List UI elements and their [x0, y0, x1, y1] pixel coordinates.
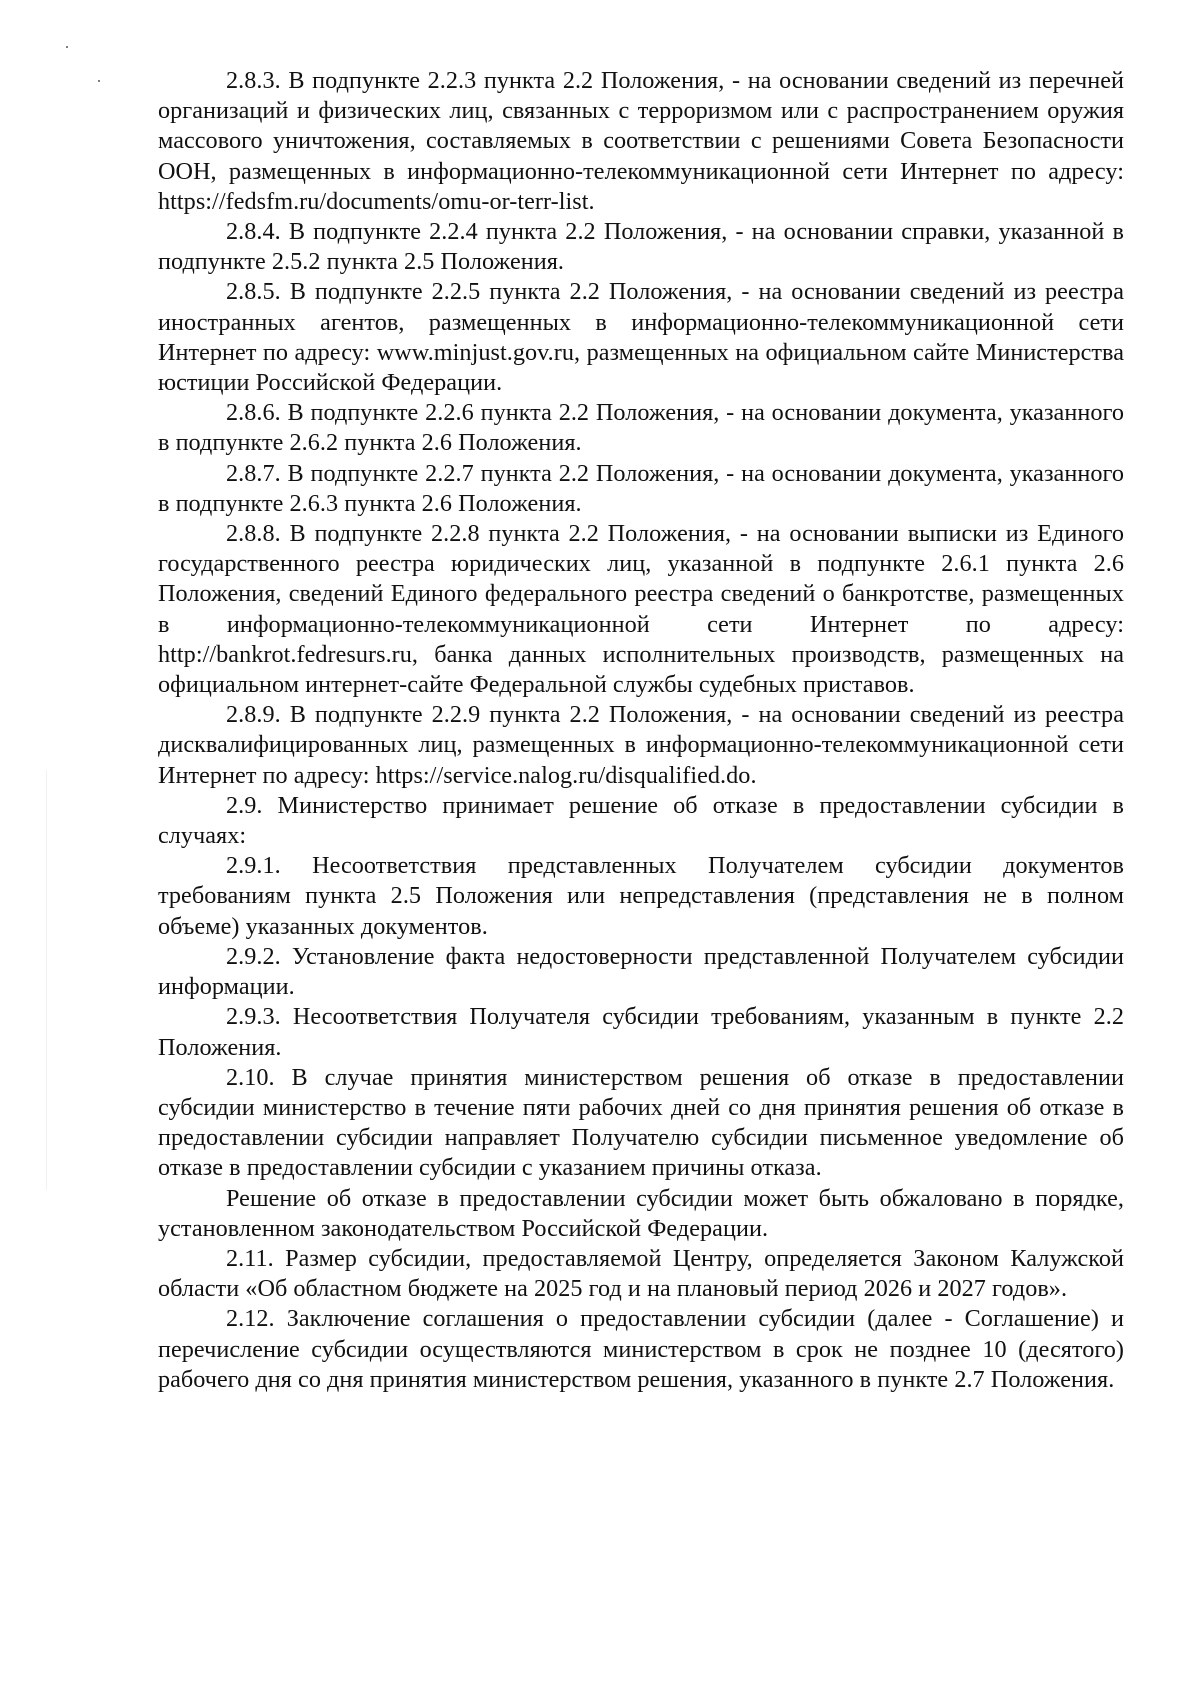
document-body — [158, 66, 1124, 1395]
paragraph-2-8-5: 2.8.5. В подпункте 2.2.5 пункта 2.2 Положения, - на основании сведений из реестра иностранных агентов, размещенных в информационно-телекоммуникационной сети Интернет по адресу: www.minjust.gov.ru, размещенных на официальном сайте Министерства юстиции Российской Федерации. — [158, 278, 1124, 397]
paragraph-2-8-9: 2.8.9. В подпункте 2.2.9 пункта 2.2 Положения, - на основании сведений из реестра дисквалифицированных лиц, размещенных в информационно-телекоммуникационной сети Интернет по адресу: https://service.nalog.ru/disqualified.do. — [158, 701, 1124, 789]
scan-edge-line — [46, 770, 47, 1190]
paragraph-2-8-7: 2.8.7. В подпункте 2.2.7 пункта 2.2 Положения, - на основании документа, указанного в подпункте 2.6.3 пункта 2.6 Положения. — [158, 459, 1124, 517]
paragraph-2-12: 2.12. Заключение соглашения о предоставлении субсидии (далее - Соглашение) и перечисление субсидии осуществляются министерством в срок не позднее 10 (десятого) рабочего дня со дня принятия министерством решения, указанного в пункте 2.7 Положения. — [158, 1305, 1124, 1393]
paragraph-2-9-1: 2.9.1. Несоответствия представленных Получателем субсидии документов требованиям пункта 2.5 Положения или непредставления (представления не в полном объеме) указанных документов. — [158, 852, 1124, 940]
paragraph-2-8-4: 2.8.4. В подпункте 2.2.4 пункта 2.2 Положения, - на основании справки, указанной в подпункте 2.5.2 пункта 2.5 Положения. — [158, 218, 1124, 276]
scan-speck — [66, 46, 68, 48]
paragraph-2-9-3: 2.9.3. Несоответствия Получателя субсидии требованиям, указанным в пункте 2.2 Положения. — [158, 1003, 1124, 1061]
paragraph-2-8-3: 2.8.3. В подпункте 2.2.3 пункта 2.2 Положения, - на основании сведений из перечней организаций и физических лиц, связанных с терроризмом или с распространением оружия массового уничтожения, составляемых в соответствии с решениями Совета Безопасности ООН, размещенных в информационно-телекоммуникационной сети Интернет по адресу: https://fedsfm.ru/documents/omu-or-terr-list. — [158, 67, 1124, 215]
paragraph-2-9-2: 2.9.2. Установление факта недостоверности представленной Получателем субсидии информации. — [158, 942, 1124, 1001]
scan-speck — [98, 80, 100, 82]
paragraph-2-10: 2.10. В случае принятия министерством решения об отказе в предоставлении субсидии министерство в течение пяти рабочих дней со дня принятия решения об отказе в предоставлении субсидии направляет Получателю субсидии письменное уведомление об отказе в предоставлении субсидии с указанием причины отказа. — [158, 1063, 1124, 1182]
paragraph-2-8-6: 2.8.6. В подпункте 2.2.6 пункта 2.2 Положения, - на основании документа, указанного в подпункте 2.6.2 пункта 2.6 Положения. — [158, 399, 1124, 457]
paragraph-2-9: 2.9. Министерство принимает решение об отказе в предоставлении субсидии в случаях: — [158, 791, 1124, 850]
paragraph-2-8-8: 2.8.8. В подпункте 2.2.8 пункта 2.2 Положения, - на основании выписки из Единого государственного реестра юридических лиц, указанной в подпункте 2.6.1 пункта 2.6 Положения, сведений Единого федерального реестра сведений о банкротстве, размещенных в информационно-телекоммуникационной сети Интернет по адресу: http://bankrot.fedresurs.ru, банка данных исполнительных производств, размещенных на официальном интернет-сайте Федеральной службы судебных приставов. — [158, 520, 1124, 699]
paragraph-2-10-appeal: Решение об отказе в предоставлении субсидии может быть обжаловано в порядке, установленном законодательством Российской Федерации. — [158, 1184, 1124, 1242]
paragraph-2-11: 2.11. Размер субсидии, предоставляемой Центру, определяется Законом Калужской области «Об областном бюджете на 2025 год и на плановый период 2026 и 2027 годов». — [158, 1244, 1124, 1303]
